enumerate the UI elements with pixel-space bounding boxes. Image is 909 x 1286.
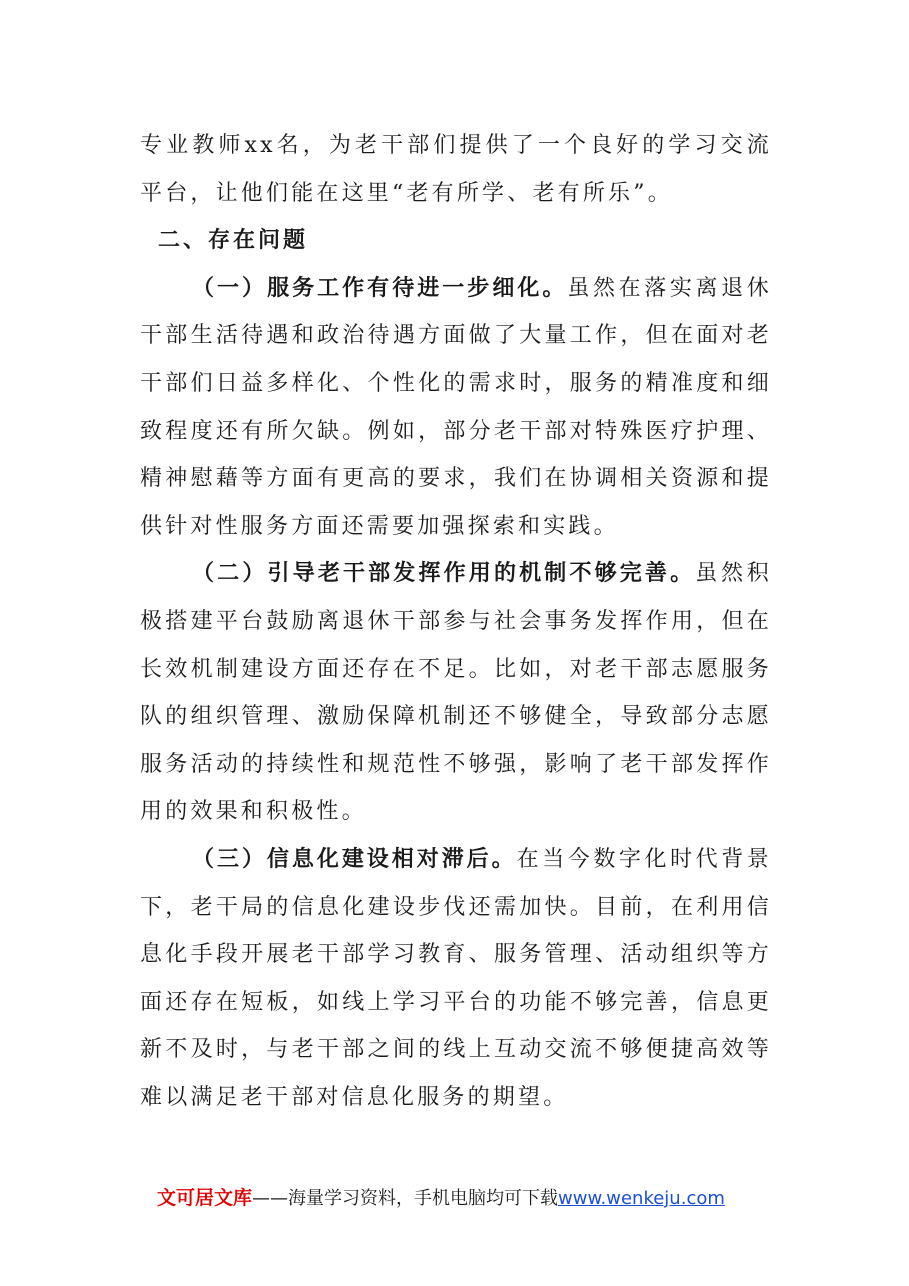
- problem-item-3-body: 在当今数字化时代背景下，老干局的信息化建设步伐还需加快。目前，在利用信息化手段开展老干部学习教育、服务管理、活动组织等方面还存在短板，如线上学习平台的功能不够完善，信息更新不及时，与老干部之间的线上互动交流不够便捷高效等难以满足老干部对信息化服务的期望。: [140, 846, 772, 1110]
- problem-item-3: [140, 836, 772, 1122]
- footer-website-link[interactable]: www.wenkeju.com: [558, 1188, 725, 1209]
- document-body: [140, 122, 772, 1121]
- problem-item-3-lead: （三）信息化建设相对滞后。: [192, 846, 517, 872]
- footer-slogan: 海量学习资料，手机电脑均可下载: [288, 1188, 559, 1209]
- section-heading: 二、存在问题: [158, 228, 309, 254]
- footer-separator: ——: [252, 1188, 289, 1209]
- problem-item-2: [140, 550, 772, 836]
- problem-item-2-lead: （二）引导老干部发挥作用的机制不够完善。: [192, 561, 696, 587]
- footer-brand: 文可居文库: [157, 1187, 253, 1209]
- intro-paragraph: 专业教师xx名，为老干部们提供了一个良好的学习交流平台，让他们能在这里“老有所学、老有所乐”。: [140, 133, 772, 206]
- page-footer: [157, 1183, 797, 1210]
- problem-item-1-body: 虽然在落实离退休干部生活待遇和政治待遇方面做了大量工作，但在面对老干部们日益多样化、个性化的需求时，服务的精准度和细致程度还有所欠缺。例如，部分老干部对特殊医疗护理、精神慰藉等方面有更高的要求，我们在协调相关资源和提供针对性服务方面还需要加强探索和实践。: [140, 275, 772, 539]
- problem-item-1: [140, 265, 772, 551]
- problem-item-1-lead: （一）服务工作有待进一步细化。: [192, 275, 568, 301]
- problem-item-2-body: 虽然积极搭建平台鼓励离退休干部参与社会事务发挥作用，但在长效机制建设方面还存在不足。比如，对老干部志愿服务队的组织管理、激励保障机制还不够健全，导致部分志愿服务活动的持续性和规范性不够强，影响了老干部发挥作用的效果和积极性。: [140, 561, 772, 825]
